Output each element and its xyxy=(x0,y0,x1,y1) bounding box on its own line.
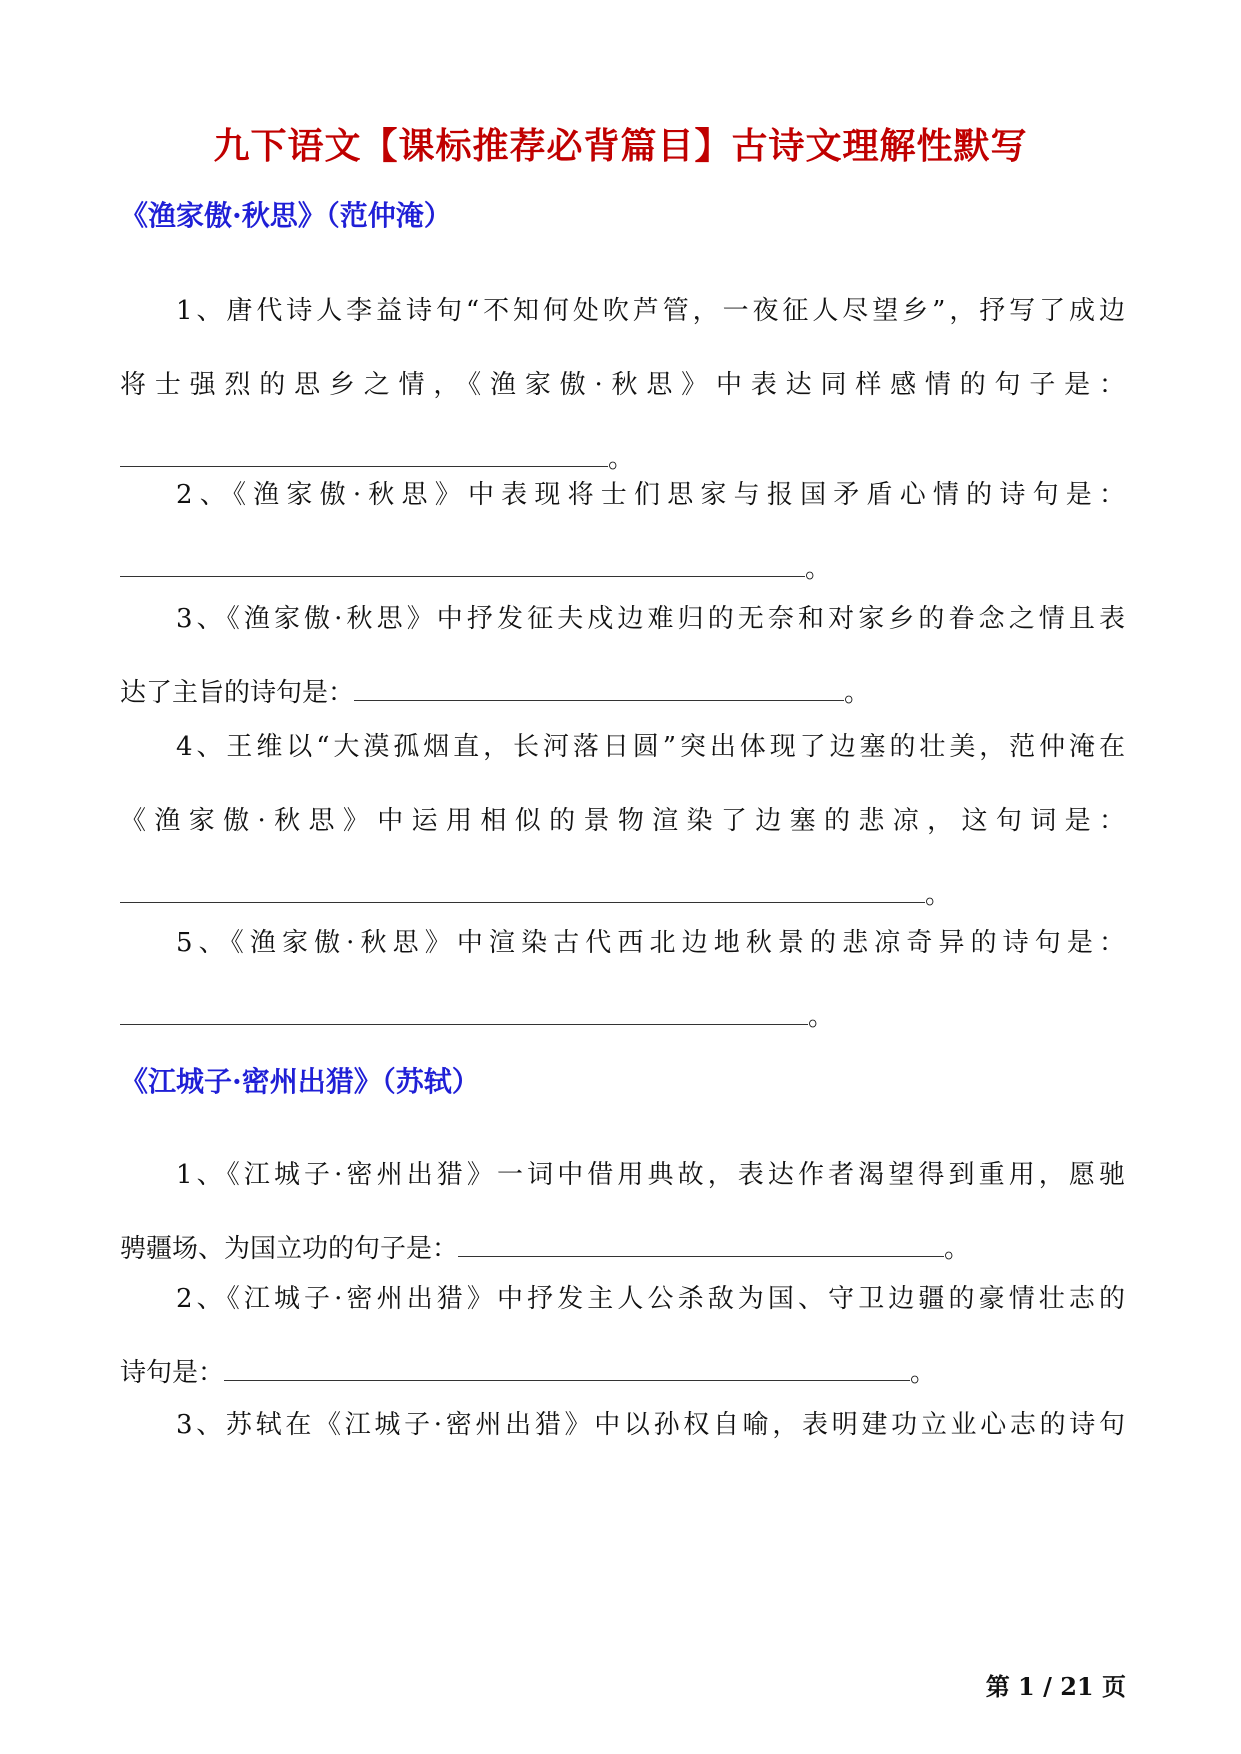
question-1-4 xyxy=(120,710,1125,932)
section-heading-jiangchengzi: 《江城子·密州出猎》（苏轼） xyxy=(120,1065,480,1098)
question-text-line: 5、《渔家傲·秋思》中渲染古代西北边地秋景的悲凉奇异的诗句是： xyxy=(176,928,1125,958)
question-text-line: 诗句是： xyxy=(120,1358,225,1388)
question-text-line: 《渔家傲·秋思》中运用相似的景物渲染了边塞的悲凉，这句词是： xyxy=(120,806,1125,836)
answer-blank[interactable] xyxy=(120,880,925,903)
answer-end-mark: 。 xyxy=(608,444,635,474)
answer-line xyxy=(120,980,1125,1054)
question-text-line: 4、王维以“大漠孤烟直，长河落日圆”突出体现了边塞的壮美，范仲淹在 xyxy=(176,732,1125,762)
question-text-line: 2、《江城子·密州出猎》中抒发主人公杀敌为国、守卫边疆的豪情壮志的 xyxy=(176,1284,1125,1314)
answer-end-mark: 。 xyxy=(944,1234,971,1264)
answer-end-mark: 。 xyxy=(805,554,832,584)
answer-end-mark: 。 xyxy=(808,1002,835,1032)
document-title: 九下语文【课标推荐必背篇目】古诗文理解性默写 xyxy=(213,125,1028,167)
question-text-line: 3、苏轼在《江城子·密州出猎》中以孙权自喻，表明建功立业心志的诗句 xyxy=(176,1410,1125,1440)
question-text-line: 1、唐代诗人李益诗句“不知何处吹芦管，一夜征人尽望乡”，抒写了成边 xyxy=(176,296,1125,326)
answer-blank[interactable] xyxy=(120,1002,808,1025)
question-1-3 xyxy=(120,582,1125,730)
answer-end-mark: 。 xyxy=(910,1358,937,1388)
question-text-line: 1、《江城子·密州出猎》一词中借用典故，表达作者渴望得到重用，愿驰 xyxy=(176,1160,1125,1190)
question-text-line: 2、《渔家傲·秋思》中表现将士们思家与报国矛盾心情的诗句是： xyxy=(176,480,1125,510)
question-text-line: 3、《渔家傲·秋思》中抒发征夫戍边难归的无奈和对家乡的眷念之情且表 xyxy=(176,604,1125,634)
page-number: 第 1 / 21 页 xyxy=(985,1672,1126,1701)
question-1-5 xyxy=(120,906,1125,1054)
answer-blank[interactable] xyxy=(354,678,844,701)
answer-blank[interactable] xyxy=(120,554,805,577)
answer-end-mark: 。 xyxy=(925,880,952,910)
question-text-line: 将士强烈的思乡之情，《渔家傲·秋思》中表达同样感情的句子是： xyxy=(120,370,1125,400)
answer-blank[interactable] xyxy=(224,1358,910,1381)
answer-end-mark: 。 xyxy=(844,678,871,708)
question-2-3 xyxy=(120,1388,1125,1462)
question-text-line: 骋疆场、为国立功的句子是： xyxy=(120,1234,459,1264)
answer-blank[interactable] xyxy=(458,1234,944,1257)
question-text-line: 达了主旨的诗句是： xyxy=(120,678,355,708)
section-heading-yujiaao: 《渔家傲·秋思》（范仲淹） xyxy=(120,199,452,232)
